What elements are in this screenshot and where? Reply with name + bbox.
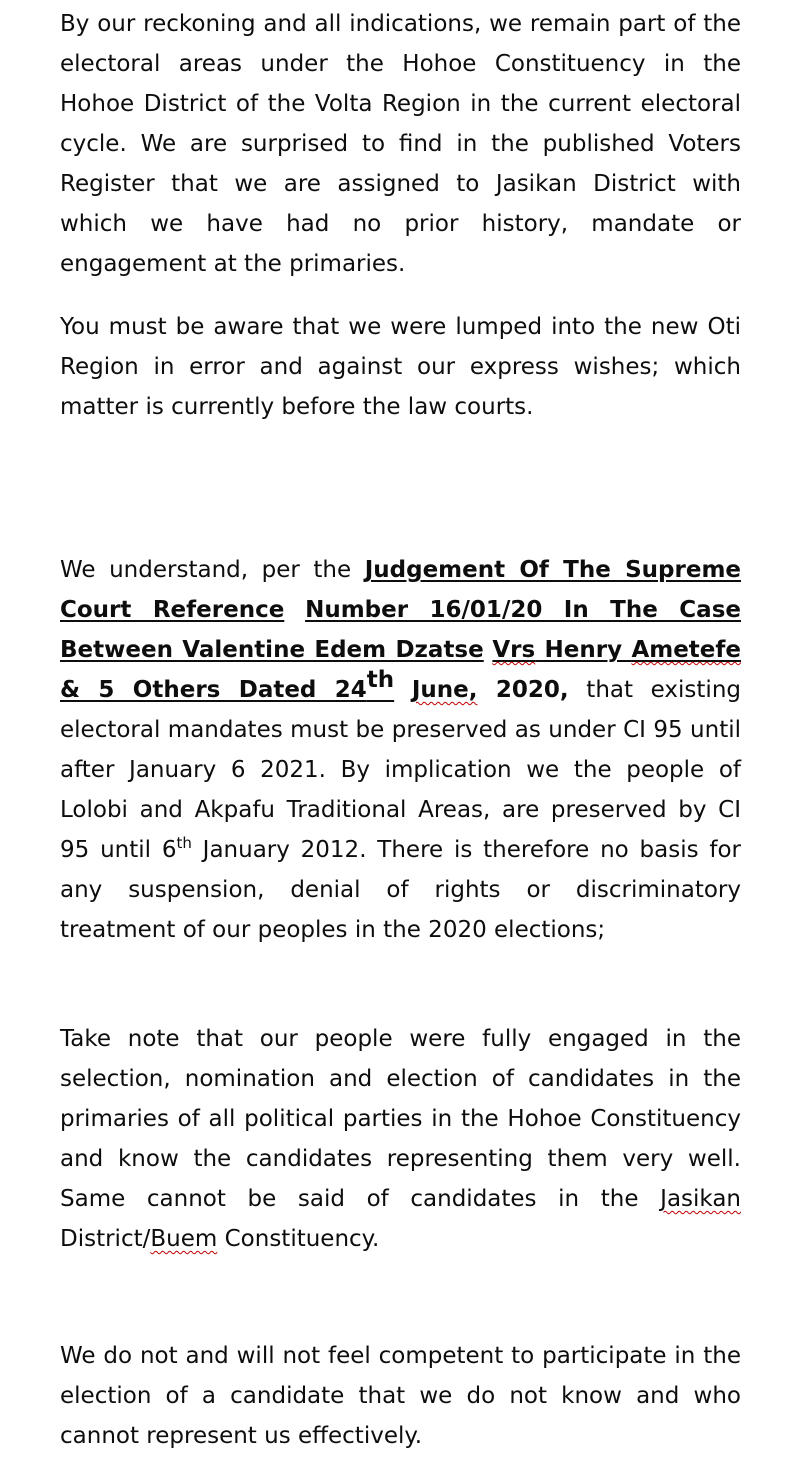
engagement-text-3: Constituency. bbox=[217, 1226, 380, 1252]
paragraph-supreme-court-judgement bbox=[60, 550, 741, 950]
judgement-body-2: January 2012. There is therefore no basis for any suspension, denial of rights or discriminatory treatment of our peoples in the 2020 elections; bbox=[60, 837, 742, 943]
paragraph-closing: We do not and will not feel competent to participate in the election of a candidate that we do not know and who cannot represent us effectively. bbox=[60, 1343, 741, 1449]
judgement-reference-line-2: Number 16/01/20 In The Case Between Valentine Edem Dzatse bbox=[60, 597, 741, 663]
engagement-text-2: District/ bbox=[60, 1226, 151, 1252]
reference-date: & 5 Others Dated 24 bbox=[60, 677, 367, 703]
spellcheck-word-buem: Buem bbox=[150, 1226, 218, 1252]
paragraph-electoral-areas: By our reckoning and all indications, we remain part of the electoral areas under the Hohoe Constituency in the Hohoe District of the Volta Region in the current electoral cycle. We are surprised to find in the published Voters Register that we are assigned to Jasikan District with which we have had no prior history, mandate or engagement at the primaries. bbox=[60, 11, 741, 277]
paragraph-oti-region: You must be aware that we were lumped into the new Oti Region in error and against our express wishes; which matter is currently before the law courts. bbox=[60, 314, 741, 420]
judgement-reference-line-1: Judgement Of The Supreme Court Reference bbox=[60, 557, 742, 623]
engagement-text-1: Take note that our people were fully engaged in the selection, nomination and election of candidates in the primaries of all political parties in the Hohoe Constituency and know the candidates representing them very well. Same cannot be said of candidates in the bbox=[60, 1026, 741, 1212]
judgement-month: June, bbox=[411, 677, 478, 703]
ordinal-suffix: th bbox=[366, 667, 395, 693]
paragraph-engagement bbox=[60, 1019, 741, 1259]
spellcheck-word-vrs: Vrs bbox=[492, 637, 536, 663]
party-henry: Henry bbox=[535, 637, 632, 663]
spellcheck-word-jasikan: Jasikan bbox=[660, 1186, 741, 1212]
spellcheck-word-ametefe: Ametefe bbox=[631, 637, 742, 663]
judgement-year: 2020, bbox=[477, 677, 569, 703]
judgement-intro: We understand, per the bbox=[60, 557, 365, 583]
ordinal-suffix-small: th bbox=[176, 834, 192, 852]
judgement-body-1: that existing electoral mandates must be preserved as under CI 95 until after January 6 2021. By implication we the people of Lolobi and Akpafu Traditional Areas, are preserved by CI 95 until 6 bbox=[60, 677, 741, 863]
